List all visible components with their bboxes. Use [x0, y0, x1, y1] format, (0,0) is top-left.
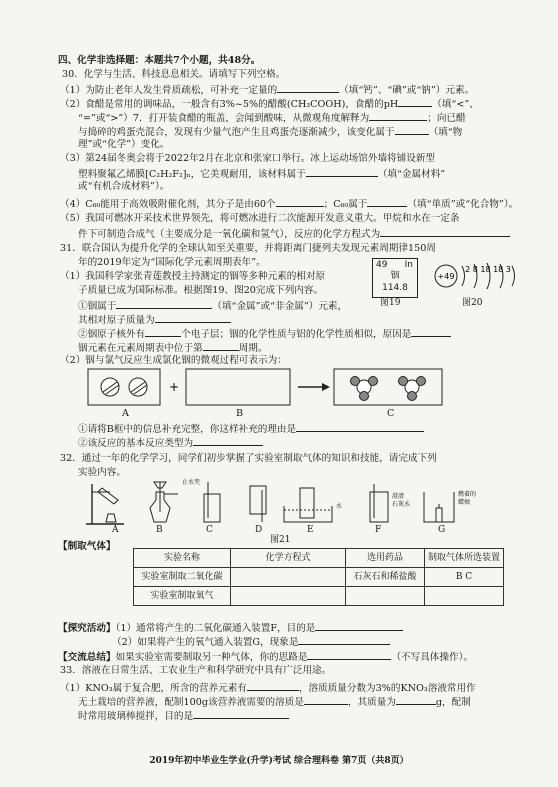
- q32-summary-line: [58, 649, 473, 665]
- q30-2b: （填“<”、: [432, 99, 479, 110]
- table-cell: [346, 587, 425, 606]
- nucleus-label: +49: [437, 272, 455, 281]
- q31-8a: 铟元素在元素周期表中位于第: [78, 343, 203, 354]
- label-stopcock: 止水夹: [182, 479, 201, 486]
- atom-structure-diagram: [432, 258, 528, 292]
- answer-blank: [369, 110, 427, 121]
- answer-blank: [367, 196, 407, 207]
- plus-sign: +: [168, 380, 180, 394]
- q31-5b: （填“金属”或“非金属”）元素，: [212, 301, 348, 312]
- table-cell: [231, 568, 346, 587]
- label-limewater-1: 澄清: [392, 493, 405, 500]
- label-b: B: [236, 408, 244, 419]
- answer-blank: [116, 298, 212, 309]
- table-cell: 实验室制取二氧化碳: [134, 568, 231, 587]
- fig20-caption: 图20: [462, 298, 483, 308]
- atomic-mass: 114.8: [382, 283, 408, 293]
- q32-s1b: （不写具体操作）。: [391, 652, 473, 663]
- q31-10: ①请将B框中的信息补充完整，你这样补充的理由是: [78, 424, 297, 435]
- answer-blank: [145, 326, 181, 337]
- q30-stem: 30．化学与生活、科技息息相关。请填写下列空格。: [62, 69, 286, 80]
- answer-blank: [307, 649, 391, 660]
- fig21-caption: 图21: [270, 535, 291, 545]
- section-title: 四、化学非选择题：本题共7个小题，共48分。: [58, 55, 261, 66]
- label-water: 水: [336, 503, 343, 510]
- element-symbol: In: [404, 260, 413, 270]
- table-cell: [425, 587, 504, 606]
- label-limewater-2: 石灰水: [392, 501, 411, 508]
- q30-3a: “=”或“>”）7．打开装食醋的瓶盖，会闻到酸味，从微观角度解释为: [78, 113, 370, 124]
- gas-prep-table: [133, 548, 504, 606]
- q31-3: （1）我国科学家张青莲教授主持测定的铟等多种元素的相对原: [60, 271, 326, 282]
- table-cell: [231, 587, 346, 606]
- q31-4: 子质量已成为国际标准。根据图19、图20完成下列内容。: [78, 285, 324, 296]
- apparatus-label-e: E: [307, 525, 314, 535]
- q30-8: 或“有机合成材料”）。: [78, 181, 170, 192]
- q30-9b: ；C₆₀属于: [323, 199, 368, 210]
- q31-11: ②该反应的基本反应类型为: [78, 438, 194, 449]
- table-row: [134, 568, 504, 587]
- fig19-caption: 图19: [380, 298, 401, 308]
- q31-1: 31．联合国认为提升化学的全球认知至关重要，并将距离门捷列夫发现元素周期律150周: [60, 243, 436, 254]
- element-card-indium: [372, 258, 418, 298]
- table-header-row: [134, 549, 504, 568]
- answer-blank: [411, 326, 451, 337]
- shell-electrons: 2 8 18 18 3: [465, 265, 511, 274]
- answer-blank: [306, 166, 378, 177]
- q31-2: 年的2019年定为“国际化学元素周期表年”。: [78, 257, 266, 268]
- q31-6: 其相对原子质量为: [78, 315, 155, 326]
- q32-2: 实验内容。: [78, 467, 126, 478]
- answer-blank: [395, 124, 429, 135]
- label-candle-2: 蜡烛: [458, 499, 471, 506]
- q30-4a: 与捣碎的鸡蛋壳混合，发现有少量气泡产生且鸡蛋壳逐渐减少，该变化属于: [78, 127, 395, 138]
- q30-7a: 塑料聚氟乙烯膜[C₂H₂F₂]ₙ，它美观耐用，该材料属于: [78, 169, 306, 180]
- answer-blank: [298, 634, 390, 645]
- q31-7a: ②铟原子核外有: [78, 329, 146, 340]
- q30-line: [78, 226, 510, 242]
- apparatus-figure: [84, 478, 484, 526]
- q30-9a: （4）C₆₀能用于高效吸附催化剂，其分子是由60个: [60, 199, 276, 210]
- apparatus-label-g: G: [438, 525, 446, 535]
- q30-9c: （填“单质”或“化合物”）。: [407, 199, 519, 210]
- q33-3a: 无土栽培的营养液，配制100g该营养液需要的溶质是: [78, 697, 304, 708]
- answer-blank: [203, 340, 239, 351]
- answer-blank: [193, 708, 289, 719]
- q30-1b: （填“钙”、“碘”或“钠”）元素。: [339, 85, 475, 96]
- answer-blank: [193, 435, 263, 446]
- answer-blank: [398, 96, 432, 107]
- q32-s1: 如果实验室需要制取另一种气体，你的思路是: [115, 652, 308, 663]
- element-name: 铟: [390, 271, 400, 281]
- q31-9: （2）铟与氯气反应生成氯化铟的微观过程可表示为：: [60, 355, 287, 366]
- label-candle-1: 燃着的: [458, 491, 477, 498]
- tag-summary: 【交流总结】: [58, 652, 116, 663]
- q30-2a: （2）食醋是常用的调味品，一般含有3%~5%的醋酸(CH₃COOH)，食醋的pH: [60, 99, 399, 110]
- q30-7b: （填“金属材料”: [377, 169, 446, 180]
- q30-5: 理”或“化学”）变化。: [78, 139, 170, 150]
- label-a: A: [122, 408, 129, 419]
- answer-blank: [380, 226, 510, 237]
- answer-blank: [247, 680, 299, 691]
- table-header: 选用药品: [346, 549, 425, 568]
- apparatus-label-f: F: [375, 525, 382, 535]
- answer-blank: [396, 694, 436, 705]
- answer-blank: [277, 82, 339, 93]
- table-cell: B C: [425, 568, 504, 587]
- tag-prepare: 【制取气体】: [58, 541, 116, 552]
- q32-1: 32．通过一年的化学学习，同学们初步掌握了实验室制取气体的知识和技能，请完成下列: [60, 453, 437, 464]
- table-cell: 石灰石和稀盐酸: [346, 568, 425, 587]
- answer-blank: [304, 694, 348, 705]
- apparatus-label-a: A: [112, 525, 119, 535]
- apparatus-label-d: D: [255, 525, 263, 535]
- q30-line: [60, 196, 518, 212]
- q33-4: 时常用玻璃棒搅拌，目的是: [78, 711, 194, 722]
- q32-explore-line: [112, 634, 390, 650]
- table-row: [134, 587, 504, 606]
- q32-e2: （2）如果将产生的氧气通入装置G，现象是: [112, 637, 299, 648]
- q31-5a: ①铟属于: [78, 301, 117, 312]
- answer-blank: [155, 312, 231, 323]
- q31-8b: 周期。: [238, 343, 268, 354]
- q33-1: 33．溶液在日常生活、工农业生产和科学研究中具有广泛用途。: [60, 665, 332, 676]
- q30-6: （3）第24届冬奥会将于2022年2月在北京和张家口举行。冰上运动场馆外墙将铺设新型: [60, 153, 436, 164]
- q32-e1: （1）通常将产生的二氧化碳通入装置F，目的是: [115, 623, 316, 634]
- tag-explore: 【探究活动】: [58, 623, 116, 634]
- q30-11: 件下可制造合成气（主要成分是一氧化碳和氢气），反应的化学方程式为: [78, 229, 381, 240]
- q33-2a: （1）KNO₃属于复合肥，所含的营养元素有: [60, 683, 247, 694]
- q33-3b: ，其质量为: [347, 697, 396, 708]
- q30-10: （5）我国可燃冰开采技术世界领先，将可燃冰进行二次能源开发意义重大。甲烷和水在一定条: [60, 213, 460, 224]
- q30-1: （1）为防止老年人发生骨质疏松，可补充一定量的: [60, 85, 278, 96]
- table-header: 制取气体所选装置: [425, 549, 504, 568]
- q31-line: [78, 435, 263, 451]
- page-footer: 2019年初中毕业生学业(升学)考试 综合理科卷 第7页（共8页）: [149, 756, 409, 766]
- table-cell: 实验室制取氧气: [134, 587, 231, 606]
- q33-3c: g，配制: [435, 697, 471, 708]
- answer-blank: [315, 620, 403, 631]
- table-header: 化学方程式: [231, 549, 346, 568]
- q33-line: [78, 708, 289, 724]
- q30-3b: ；向已醋: [427, 113, 466, 124]
- apparatus-label-c: C: [206, 525, 213, 535]
- q31-7b: 个电子层；铟的化学性质与铝的化学性质相似，原因是: [181, 329, 412, 340]
- answer-blank: [296, 421, 424, 432]
- answer-blank: [276, 196, 324, 207]
- q33-2b: ，溶质质量分数为3%的KNO₃溶液常用作: [298, 683, 476, 694]
- atomic-number: 49: [376, 260, 388, 270]
- apparatus-label-b: B: [156, 525, 163, 535]
- reaction-diagram: [86, 366, 446, 412]
- q30-4b: （填“物: [428, 127, 463, 138]
- table-header: 实验名称: [134, 549, 231, 568]
- label-c: C: [387, 408, 395, 419]
